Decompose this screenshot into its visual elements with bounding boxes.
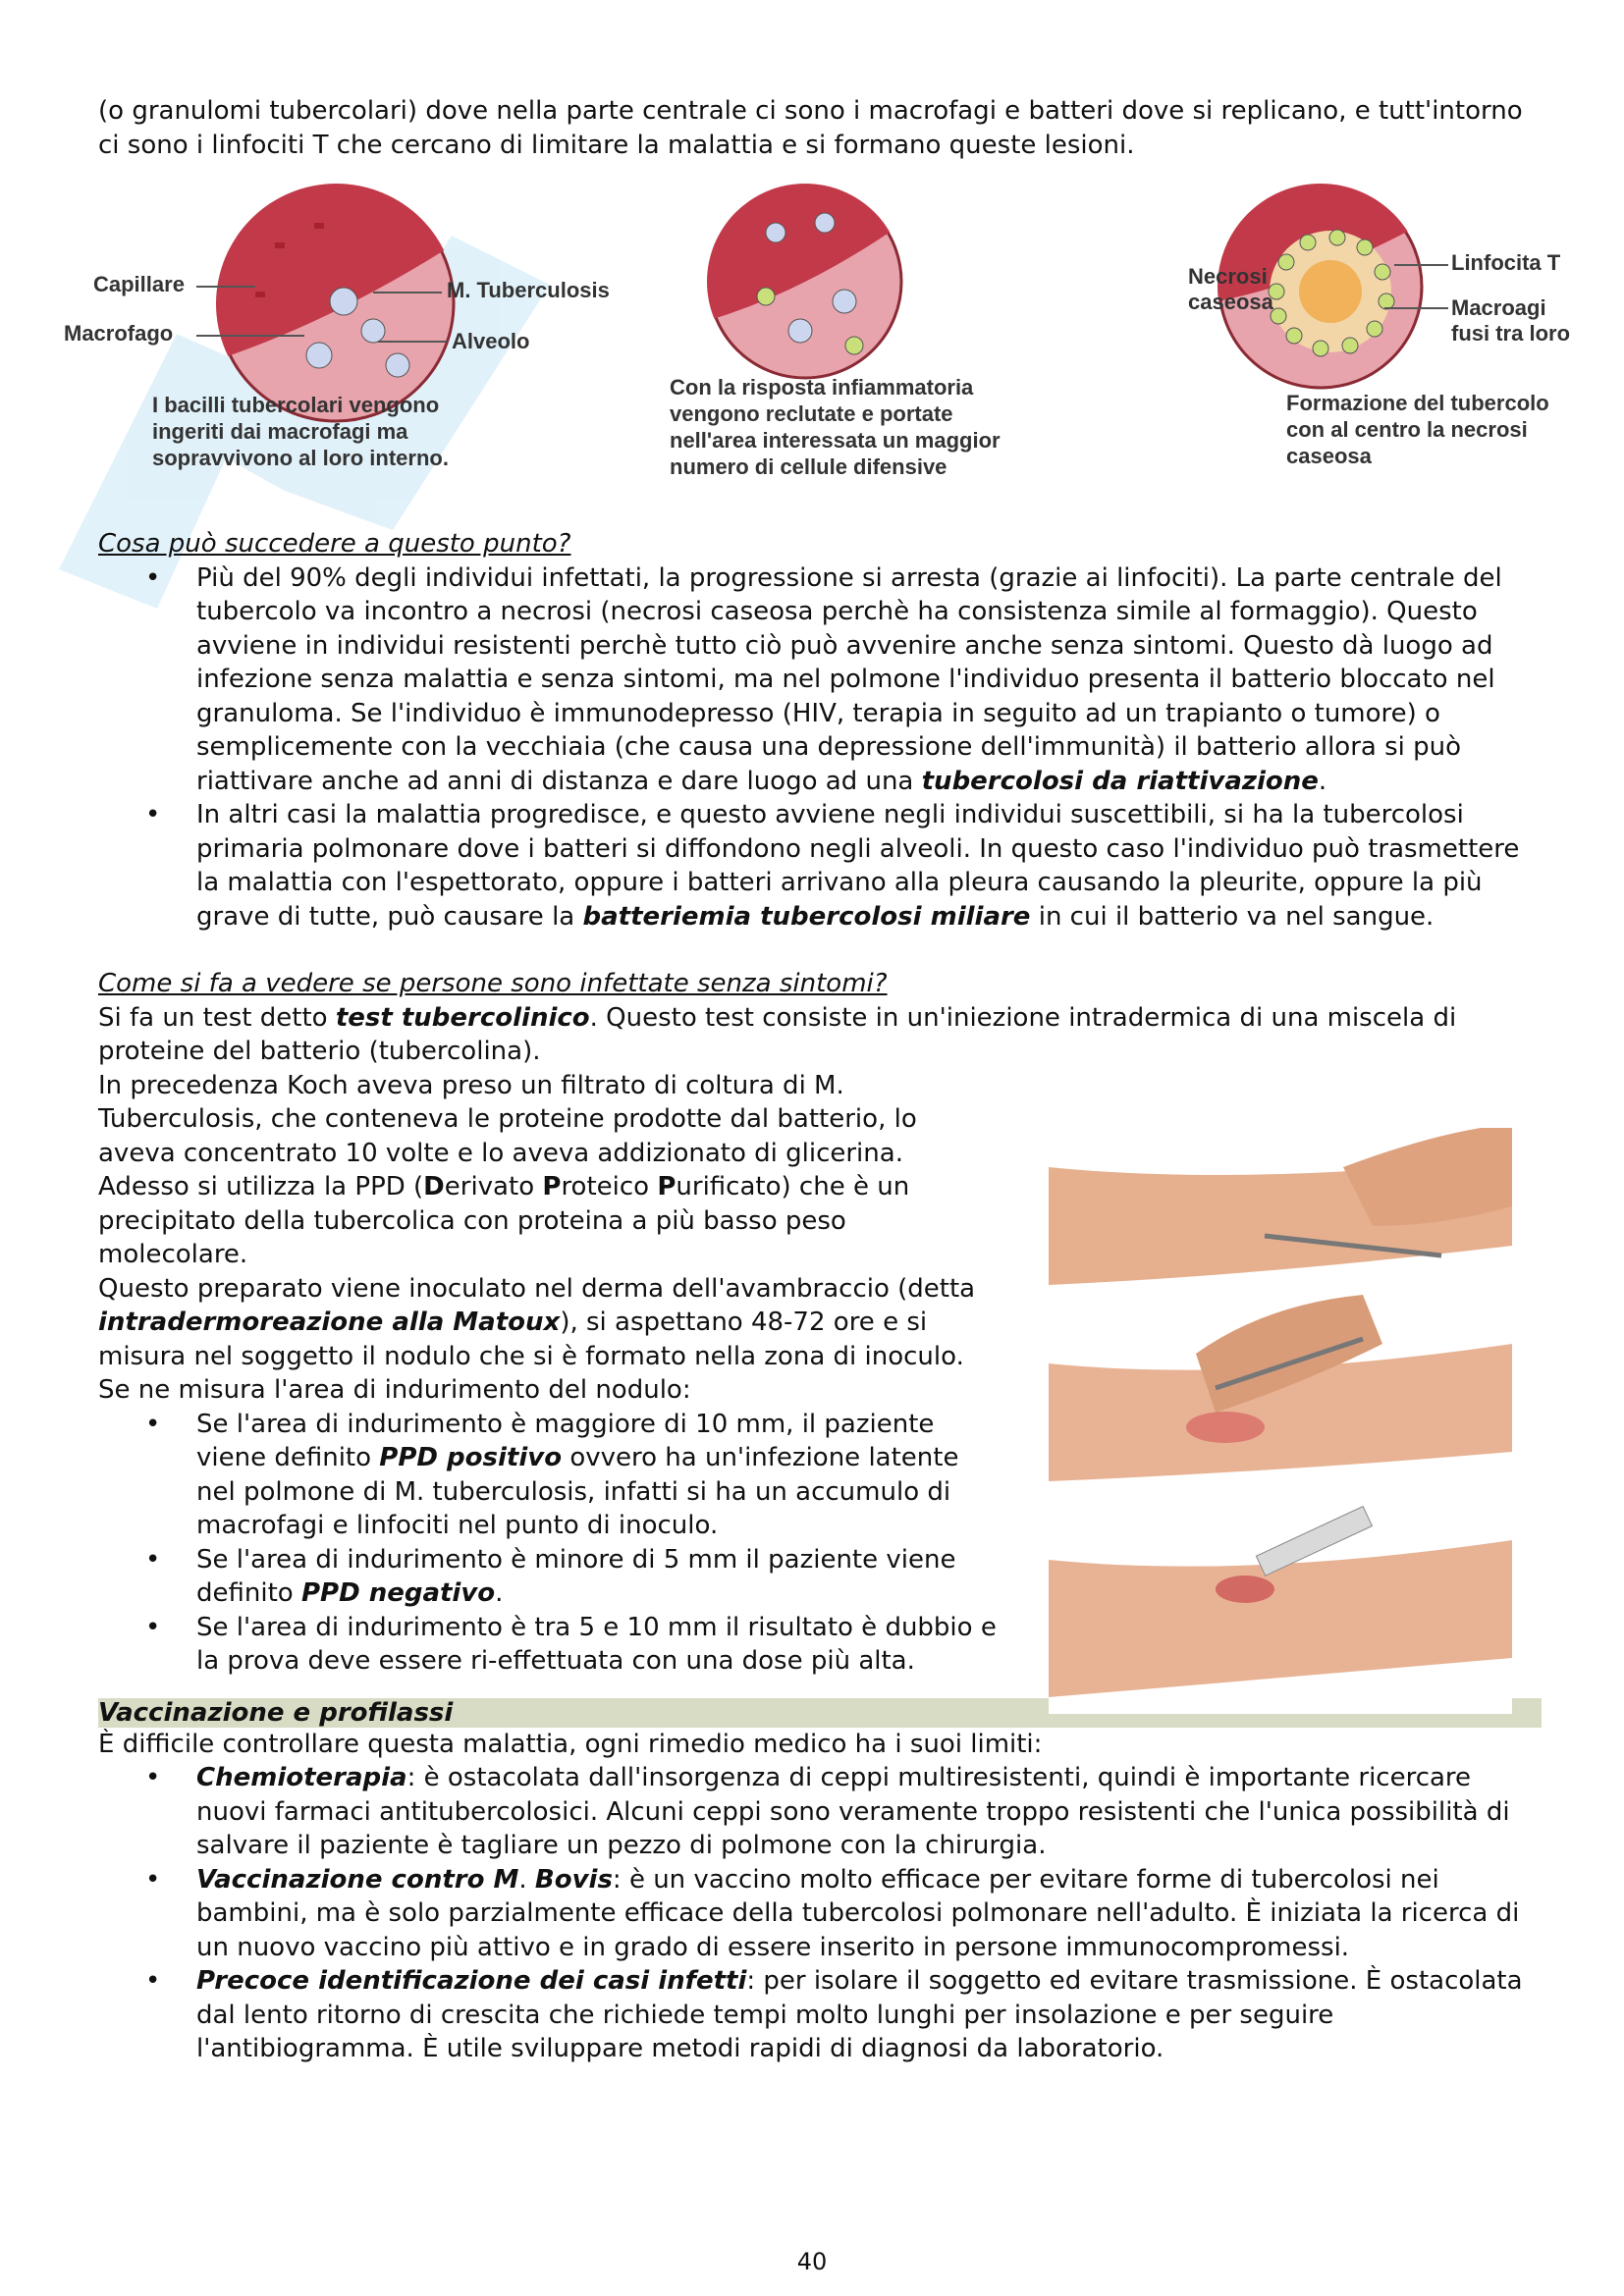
diagram-panel-2 bbox=[668, 174, 1080, 498]
label-caseosa: caseosa bbox=[1188, 290, 1273, 314]
list-item: • Precoce identificazione dei casi infetti: per isolare il soggetto ed evitare trasmissione. È ostacolata dal lento ritorno di crescita che richiede tempi molto lunghi per insolazione e per seguire l'antibiogramma. È utile sviluppare metodi rapidi di diagnosi da laboratorio. bbox=[196, 1964, 1542, 2066]
vaccination-intro: È difficile controllare questa malattia, ogni rimedio medico ha i suoi limiti: bbox=[98, 1729, 1043, 1759]
label-macroagi: Macroagi bbox=[1451, 295, 1546, 320]
tuberculosis-diagram bbox=[64, 174, 1571, 527]
alveolus-circle-2 bbox=[707, 184, 903, 380]
diagram-panel-3 bbox=[1090, 174, 1571, 498]
ppd-results-list bbox=[98, 1408, 1001, 1679]
vaccination-list bbox=[98, 1761, 1542, 2066]
mantoux-test-illustration bbox=[1049, 1128, 1512, 1714]
label-macrofago: Macrofago bbox=[64, 321, 174, 346]
section-title-test: Come si fa a vedere se persone sono infettate senza sintomi? bbox=[98, 969, 888, 998]
leader-line bbox=[1394, 264, 1448, 266]
alveolus-circle-1 bbox=[216, 184, 457, 424]
leader-line bbox=[378, 341, 447, 343]
caption-panel-1: I bacilli tubercolari vengono ingeriti dai macrofagi ma sopravvivono al loro interno. bbox=[152, 393, 449, 470]
leader-line bbox=[196, 286, 255, 288]
list-item: • In altri casi la malattia progredisce, e questo avviene negli individui suscettibili, si ha la tubercolosi primaria polmonare dove i batteri si diffondono negli alveoli. In questo caso l'individuo può trasmettere la malattia con l'espettorato, oppure i batteri arrivano alla pleura causando la pleurite, oppure la più grave di tutte, può causare la batteriemia tubercolosi miliare in cui il batterio va nel sangue. bbox=[196, 798, 1542, 934]
diagram-panel-1 bbox=[64, 174, 610, 498]
test-paragraph-1: Si fa un test detto test tubercolinico. Questo test consiste in un'iniezione intradermica di una miscela di proteine del batterio (tubercolina). bbox=[98, 1002, 1457, 1066]
ppd-paragraph: Adesso si utilizza la PPD (Derivato Proteico Purificato) che è un precipitato della tubercolica con proteina a più basso peso molecolare. bbox=[98, 1172, 910, 1269]
tuberculin-text bbox=[98, 1069, 1001, 1679]
label-capillare: Capillare bbox=[93, 272, 185, 296]
outcomes-list bbox=[98, 561, 1542, 934]
list-item: • Più del 90% degli individui infettati, la progressione si arresta (grazie ai linfociti). La parte centrale del tubercolo va incontro a necrosi (necrosi caseosa perchè ha consistenza simile al formaggio). Questo avviene in individui resistenti perchè tutto ciò può avvenire anche senza sintomi. Questo dà luogo ad infezione senza malattia e senza sintomi, ma nel polmone l'individuo presenta il batterio bloccato nel granuloma. Se l'individuo è immunodepresso (HIV, terapia in seguito ad un trapianto o tumore) o semplicemente con la vecchiaia (che causa una depressione dell'immunità) il batterio allora si può riattivare anche ad anni di distanza e dare luogo ad una tubercolosi da riattivazione. bbox=[196, 561, 1542, 799]
tuberculin-test-block bbox=[98, 1069, 1542, 1679]
list-item: • Se l'area di indurimento è tra 5 e 10 mm il risultato è dubbio e la prova deve essere ri-effettuata con una dose più alta. bbox=[196, 1611, 1001, 1679]
measure-paragraph: Se ne misura l'area di indurimento del nodulo: bbox=[98, 1375, 691, 1405]
label-linfocita-t: Linfocita T bbox=[1451, 250, 1561, 275]
label-alveolo: Alveolo bbox=[452, 329, 530, 353]
list-item: • Se l'area di indurimento è maggiore di 10 mm, il paziente viene definito PPD positivo ovvero ha un'infezione latente nel polmone di M. tuberculosis, infatti si ha un accumulo di macrofagi e linfociti nel punto di inoculo. bbox=[196, 1408, 1001, 1543]
intro-paragraph: (o granulomi tubercolari) dove nella parte centrale ci sono i macrofagi e batteri dove si replicano, e tutt'intorno ci sono i linfociti T che cercano di limitare la malattia e si formano queste lesioni. bbox=[98, 96, 1523, 160]
caption-panel-3: Formazione del tubercolo con al centro la necrosi caseosa bbox=[1286, 391, 1549, 468]
label-m-tuberculosis: M. Tuberculosis bbox=[447, 278, 610, 302]
leader-line bbox=[196, 335, 304, 337]
section-title-outcomes: Cosa può succedere a questo punto? bbox=[98, 529, 571, 559]
list-item: • Vaccinazione contro M. Bovis: è un vaccino molto efficace per evitare forme di tubercolosi nei bambini, ma è solo parzialmente efficace della tubercolosi polmonare nell'adulto. È iniziata la ricerca di un nuovo vaccino più attivo e in grado di essere inserito in persone immunocompromessi. bbox=[196, 1863, 1542, 1965]
inoculation-paragraph: Questo preparato viene inoculato nel derma dell'avambraccio (detta intradermoreazione alla Matoux), si aspettano 48-72 ore e si misura nel soggetto il nodulo che si è formato nella zona di inoculo. bbox=[98, 1273, 976, 1371]
label-necrosi: Necrosi bbox=[1188, 264, 1268, 289]
leader-line bbox=[373, 292, 442, 294]
list-item: • Chemioterapia: è ostacolata dall'insorgenza di ceppi multiresistenti, quindi è importante ricercare nuovi farmaci antitubercolosici. Alcuni ceppi sono veramente troppo resistenti che l'unica possibilità di salvare il paziente è tagliare un pezzo di polmone con la chirurgia. bbox=[196, 1761, 1542, 1863]
label-fusi-tra-loro: fusi tra loro bbox=[1451, 321, 1571, 346]
koch-paragraph: In precedenza Koch aveva preso un filtrato di coltura di M. Tuberculosis, che conteneva le proteine prodotte dal batterio, lo aveva concentrato 10 volte e lo aveva addizionato di glicerina. bbox=[98, 1070, 917, 1168]
list-item: • Se l'area di indurimento è minore di 5 mm il paziente viene definito PPD negativo. bbox=[196, 1543, 1001, 1611]
leader-line bbox=[1384, 307, 1448, 309]
page-number: 40 bbox=[796, 2248, 828, 2275]
section-header-vaccination: Vaccinazione e profilassi bbox=[98, 1698, 1542, 1728]
caption-panel-2: Con la risposta infiammatoria vengono reclutate e portate nell'area interessata un maggior numero di cellule difensive bbox=[670, 375, 1001, 479]
